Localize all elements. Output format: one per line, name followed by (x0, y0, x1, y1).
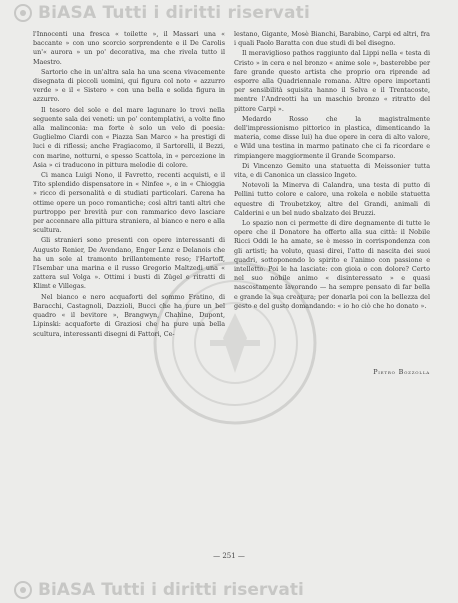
paragraph: Sartorio che in un'altra sala ha una scena vivacemente disegnata di piccoli uomini, qui figura col noto « azzurro verde » e il « Sistero » con una bella e solida figura in azzurro. (33, 67, 225, 104)
paragraph: Lo spazio non ci permette di dire degnamente di tutte le opere che il Donatore ha offerto alla sua città: il Nobile Ricci Oddi le ha amate, se è messo in corrispondenza con gli artisti; ha voluto, quasi direi, l'atto di nascita dei suoi quadri, sottoponendo lo spirito e l'animo con passione e intelletto. Poi le ha lasciate: con gioia o con dolore? Certo nel suo nobile animo « disinteressato » e quasi nascostamente lavorando — ha sempre pensato di far bella e grande la sua creatura; per donarla poi con la bellezza del gesto e del gusto domandando: « io ho ciò che ho donato ». (234, 219, 430, 310)
biasa-logo-icon (14, 4, 32, 22)
paragraph: Medardo Rosso che la magistralmente dell'impressionismo pittorico in plastica, dimenticando la materia, come disse lui) ha due opere in cera di alto valore, e Wild una testina in marmo patinato che ci fa ricordare e rimpiangere maggiormente il Grande Scomparso. (234, 114, 430, 160)
watermark-top (14, 2, 310, 24)
paragraph: Ci manca Luigi Nono, il Favretto, recenti acquisti, e il Tito splendido dispensatore in « Ninfee », e in « Chioggia » ricco di personalità e di studiati particolari. Carena ha ottime opere un poco romantiche; così altri tanti altri che purtroppo per brevità pur con rammarico devo lasciare per accennare alla pittura straniera, al bianco e nero e alla scultura. (33, 171, 225, 235)
author-signature: Pietro Bozzolla (373, 368, 430, 376)
paragraph: Di Vincenzo Gemito una statuetta di Meissonier tutta vita, e di Canonica un classico Ingeto. (234, 161, 430, 180)
paragraph: l'Innocenti una fresca « toilette », il Massari una « baccante » con uno scorcio sorprendente e il De Carolis un'« aurora » un po' decorativa, ma che rivela tutto il Maestro. (33, 30, 225, 66)
paragraph: Il tesoro del sole e del mare lagunare lo trovi nella seguente sala dei veneti: un po' contemplativi, a volte fino alla malinconia: ma forte è solo un velo di poesia: Guglielmo Ciardi con « Piazza San Marco » ha prestigi di luci e di riflessi; anche Fragiacomo, il Sartorelli, il Bezzi, con marine, notturni, e spesso Scattola, in « percezione in Asia » ci traducono in pittura melodie di colore. (33, 105, 225, 169)
left-column (33, 30, 225, 340)
paragraph: Nel bianco e nero acquaforti del sommo Fratino, di Baracchi, Castagnoli, Dazzioli, Bucci che ha pure un bel quadro « il bevitore », Brangwyn, Chahine, Dupont, Lipinski: acquaforte di Graziosi che ha pure una bella scultura, interessanti disegni di Fattori, Ce- (33, 292, 225, 338)
right-column (234, 30, 430, 312)
watermark-top-text: BiASA Tutti i diritti riservati (38, 3, 310, 23)
paragraph: lestano, Gigante, Mosè Bianchi, Barabino, Carpi ed altri, fra i quali Paolo Baratta con due studi di bel disegno. (234, 30, 430, 48)
page-number: — 251 — (213, 552, 245, 560)
paragraph: Il meraviglioso pathos raggiunto dal Lippi nella « testa di Cristo » in cera e nel bronzo « anime sole », basterebbe per fare grande questo artista che proprio ora riprende ad esporre alla Quadriennale romana. Altre opere importanti per sensibilità squisita hanno il Selva e il Trentacoste, mentre l'Andreotti ha un maschio bronzo « ritratto del pittore Carpi ». (234, 49, 430, 113)
biasa-logo-icon (14, 581, 32, 599)
watermark-bottom (14, 579, 304, 601)
paragraph: Gli stranieri sono presenti con opere interessanti di Augusto Renier, De Avendano, Enger Lenz e Delanois che ha un sole al tramonto brillantemente reso; l'Hartoff, l'Isembar una marina e il russo Gregorio Maltzedi una « zattera sul Volga ». Ottimi i busti di Zügel e ritratti di Klimt e Villegas. (33, 236, 225, 291)
watermark-bottom-text: BiASA Tutti i diritti riservati (38, 580, 304, 600)
paragraph: Notevoli la Minerva di Calandra, una testa di putto di Pellini tutto colore e calore, una rokela e nobile statuetta equestre di Troubetzkoy, altre del Grandi, animali di Calderini e un bel nudo sbalzato dei Bruzzi. (234, 181, 430, 217)
